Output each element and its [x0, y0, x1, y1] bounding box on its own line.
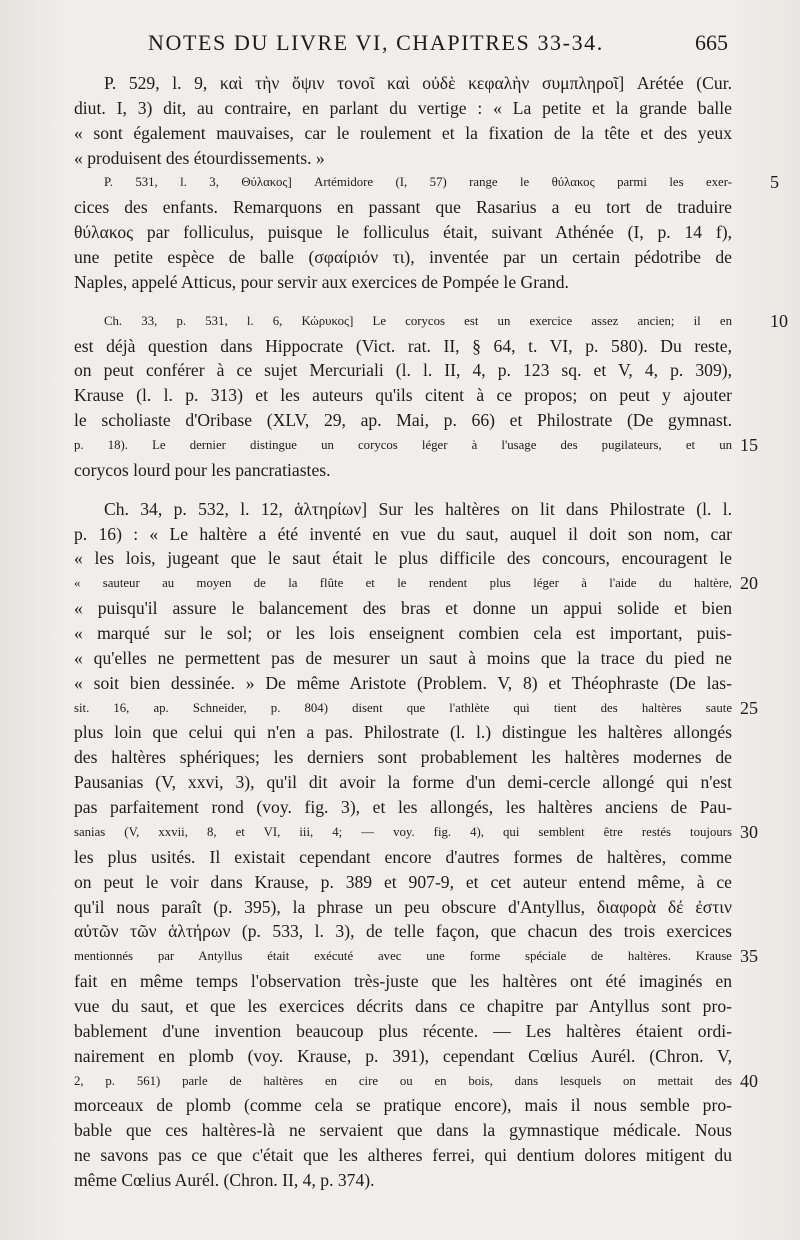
text-line: αὐτῶν τῶν ἁλτήρων (p. 533, l. 3), de telle façon, que chacun des trois exercices: [74, 921, 732, 942]
text-line: nairement en plomb (voy. Krause, p. 391), cependant Cœlius Aurél. (Chron. V,: [74, 1045, 732, 1066]
page-number: 665: [695, 30, 728, 55]
text-line-content: Ch. 33, p. 531, l. 6, Κώρυκος] Le corycos est un exercice assez ancien; il en: [104, 313, 732, 328]
text-line-content: sanias (V, xxvii, 8, et VI, iii, 4; — voy. fig. 4), qui semblent être restés toujours: [74, 824, 732, 839]
text-line: P. 529, l. 9, καὶ τὴν ὄψιν τονοῖ καὶ οὐδὲ κεφαλὴν συμπληροῖ] Arétée (Cur.: [104, 73, 732, 93]
text-line: on peut le voir dans Krause, p. 389 et 907-9, et cet auteur entend même, à ce: [74, 871, 732, 892]
running-title: NOTES DU LIVRE VI, CHAPITRES 33-34.: [148, 30, 604, 55]
text-line: on peut conférer à ce sujet Mercuriali (l. l. II, 4, p. 123 sq. et V, 4, p. 309),: [74, 360, 732, 381]
line-number: 40: [740, 1070, 758, 1091]
text-line: morceaux de plomb (comme cela se pratique encore), mais il nous semble pro-: [74, 1095, 732, 1116]
text-line-content: P. 531, l. 3, Θύλακος] Artémidore (I, 57) range le θύλακος parmi les exer-: [104, 175, 732, 190]
text-line: « qu'elles ne permettent pas de mesurer un saut à moins que la trace du pied ne: [74, 647, 732, 668]
page-header: [90, 30, 740, 60]
text-line: θύλακος par folliculus, puisque le folliculus était, suivant Athénée (I, p. 14 f),: [74, 222, 732, 243]
text-line: le scholiaste d'Oribase (XLV, 29, ap. Mai, p. 66) et Philostrate (De gymnast.: [74, 410, 732, 431]
text-line: p. 16) : « Le haltère a été inventé en vue du saut, auquel il doit son nom, car: [74, 523, 732, 544]
line-number: 10: [770, 310, 788, 331]
text-line: [74, 696, 758, 721]
text-line: [74, 433, 758, 458]
text-line: [74, 820, 758, 845]
text-line: une petite espèce de balle (σφαίριόν τι), inventée par un certain pédotribe de: [74, 247, 732, 268]
text-line: « les lois, jugeant que le saut était le plus difficile des concours, encouragent le: [74, 548, 732, 569]
text-line: [74, 309, 788, 334]
line-number: 30: [740, 821, 758, 842]
text-line: « puisqu'il assure le balancement des bras et donne un appui solide et bien: [74, 598, 732, 619]
text-line: [74, 170, 779, 195]
text-line: bablement d'une invention beaucoup plus récente. — Les haltères étaient ordi-: [74, 1020, 732, 1041]
text-line-content: 2, p. 561) parle de haltères en cire ou en bois, dans lesquels on mettait des: [74, 1073, 732, 1088]
text-line-content: « sauteur au moyen de la flûte et le rendent plus léger à l'aide du haltère,: [74, 576, 732, 591]
text-line: Ch. 34, p. 532, l. 12, ἁλτηρίων] Sur les haltères on lit dans Philostrate (l. l.: [104, 498, 732, 519]
text-line: « soit bien dessinée. » De même Aristote (Problem. V, 8) et Théophraste (De las-: [74, 672, 732, 693]
text-line-content: sit. 16, ap. Schneider, p. 804) disent que l'athlète qui tient des haltères saute: [74, 700, 732, 715]
notes-text: [74, 71, 788, 1193]
text-line: même Cœlius Aurél. (Chron. II, 4, p. 374).: [74, 1169, 375, 1190]
text-line: « sont également mauvaises, car le roulement et la fixation de la tête et des yeux: [74, 122, 732, 143]
text-line: pas parfaitement rond (voy. fig. 3), et les allongés, les haltères anciens de Pau-: [74, 797, 732, 818]
text-line: ne savons pas ce que c'était que les altheres ferrei, qui dentium dolores mitigent du: [74, 1145, 732, 1166]
text-line: Pausanias (V, xxvi, 3), qu'il dit avoir la forme d'un demi-cercle allongé qui n'est: [74, 772, 732, 793]
line-number: 25: [740, 697, 758, 718]
text-line: vue du saut, et que les exercices décrits dans ce chapitre par Antyllus sont pro-: [74, 995, 732, 1016]
text-line: les plus usités. Il existait cependant encore d'autres formes de haltères, comme: [74, 846, 732, 867]
text-line: des haltères sphériques; les derniers sont probablement les haltères modernes de: [74, 747, 732, 768]
text-line: fait en même temps l'observation très-juste que les haltères ont été imaginés en: [74, 971, 732, 992]
text-line: « marqué sur le sol; or les lois enseignent combien cela est important, puis-: [74, 623, 732, 644]
text-line: Naples, appelé Atticus, pour servir aux exercices de Pompée le Grand.: [74, 271, 569, 292]
line-number: 20: [740, 573, 758, 594]
text-line-content: p. 18). Le dernier distingue un corycos léger à l'usage des pugilateurs, et un: [74, 438, 732, 453]
text-line: [74, 571, 758, 596]
text-line: bable que ces haltères-là ne servaient que dans la gymnastique médicale. Nous: [74, 1120, 732, 1141]
line-number: 35: [740, 946, 758, 967]
text-line: [74, 944, 758, 969]
text-line: corycos lourd pour les pancratiastes.: [74, 459, 331, 480]
text-line: Krause (l. l. p. 313) et les auteurs qu'ils citent à ce propos; on peut y ajouter: [74, 385, 732, 406]
line-number: 15: [740, 435, 758, 456]
text-line: est déjà question dans Hippocrate (Vict. rat. II, § 64, t. VI, p. 580). Du reste,: [74, 335, 732, 356]
text-line: [74, 1069, 758, 1094]
text-line: « produisent des étourdissements. »: [74, 147, 325, 168]
text-line: qu'il nous paraît (p. 395), la phrase un peu obscure d'Antyllus, διαφορὰ δέ ἐστιν: [74, 896, 732, 917]
text-line: diut. I, 3) dit, au contraire, en parlant du vertige : « La petite et la grande balle: [74, 97, 732, 118]
text-line: plus loin que celui qui n'en a pas. Philostrate (l. l.) distingue les haltères allongés: [74, 722, 732, 743]
text-line: cices des enfants. Remarquons en passant que Rasarius a eu tort de traduire: [74, 197, 732, 218]
text-line-content: mentionnés par Antyllus était exécuté avec une forme spéciale de haltères. Krause: [74, 949, 732, 964]
line-number: 5: [770, 172, 779, 193]
